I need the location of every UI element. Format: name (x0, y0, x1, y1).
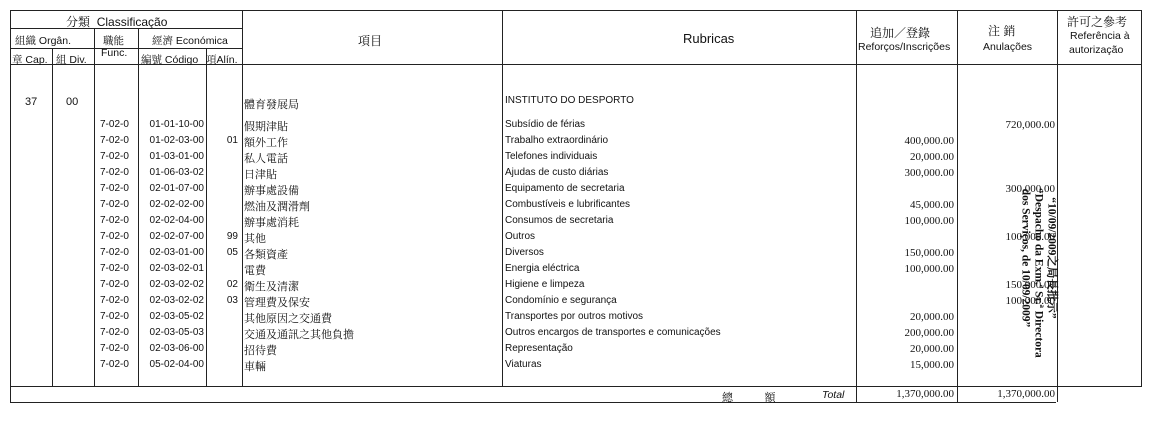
table-row (0, 261, 1150, 277)
anulacoes-value: 720,000.00 (1005, 119, 1055, 131)
econ-code: 01-03-01-00 (149, 151, 204, 162)
table-row (0, 309, 1150, 325)
item-zh: 其他 (244, 232, 266, 245)
organ-div: 00 (66, 96, 79, 108)
ref-pt-label-2: autorização (1069, 44, 1124, 56)
func-code: 7-02-0 (100, 343, 129, 354)
func-code: 7-02-0 (100, 327, 129, 338)
organ-name-zh: 體育發展局 (244, 98, 299, 111)
table-row (0, 229, 1150, 245)
table-row (0, 117, 1150, 133)
item-zh: 管理費及保安 (244, 296, 310, 309)
anulacoes-value: 150,000.00 (1005, 279, 1055, 291)
item-pt: Energia eléctrica (505, 263, 580, 274)
func-code: 7-02-0 (100, 183, 129, 194)
item-zh: 額外工作 (244, 136, 288, 149)
reforcos-value: 100,000.00 (904, 215, 954, 227)
organica-label: 組織 Orgân. (15, 35, 72, 47)
table-row (0, 293, 1150, 309)
reforcos-value: 15,000.00 (910, 359, 954, 371)
econ-code: 05-02-04-00 (149, 359, 204, 370)
div-label: 組 Div. (56, 54, 87, 66)
reforcos-value: 20,000.00 (910, 311, 954, 323)
reforcos-value: 45,000.00 (910, 199, 954, 211)
econ-code: 01-02-03-00 (149, 135, 204, 146)
table-row (0, 197, 1150, 213)
economica-label: 經濟 Económica (152, 35, 228, 47)
func-code: 7-02-0 (100, 359, 129, 370)
table-row (0, 165, 1150, 181)
econ-code: 02-03-02-02 (149, 295, 204, 306)
rubricas-label: Rubricas (683, 31, 735, 46)
func-code: 7-02-0 (100, 311, 129, 322)
econ-code: 02-02-02-00 (149, 199, 204, 210)
item-zh: 招待費 (244, 344, 277, 357)
item-zh: 辦事處消耗 (244, 216, 299, 229)
func-code: 7-02-0 (100, 151, 129, 162)
item-pt: Condomínio e segurança (505, 295, 617, 306)
table-row (0, 149, 1150, 165)
item-zh: 衛生及清潔 (244, 280, 299, 293)
econ-code: 02-03-01-00 (149, 247, 204, 258)
alinea-label: 項Alín. (206, 54, 238, 66)
alinea: 05 (226, 247, 238, 258)
funcional-zh-label: 職能 (103, 35, 124, 47)
econ-code: 01-01-10-00 (149, 119, 204, 130)
item-pt: Outros encargos de transportes e comunicações (505, 327, 721, 338)
item-pt: Telefones individuais (505, 151, 598, 162)
item-pt: Representação (505, 343, 573, 354)
authorization-line-2: “Despacho da Exm.ª Sr.ª Directora (1032, 188, 1045, 358)
total-label-pt: Total (822, 389, 845, 401)
authorization-reference (1019, 188, 1058, 358)
alinea: 99 (226, 231, 238, 242)
func-code: 7-02-0 (100, 215, 129, 226)
econ-code: 02-03-05-03 (149, 327, 204, 338)
reforcos-value: 300,000.00 (904, 167, 954, 179)
item-zh: 私人電話 (244, 152, 288, 165)
reforcos-value: 200,000.00 (904, 327, 954, 339)
reforcos-pt-label: Reforços/Inscrições (858, 41, 951, 53)
reforcos-value: 400,000.00 (904, 135, 954, 147)
func-code: 7-02-0 (100, 199, 129, 210)
ref-pt-label-1: Referência à (1070, 30, 1130, 42)
anulacoes-zh-label: 注 銷 (988, 24, 1016, 38)
funcional-pt-label: Func. (101, 47, 128, 59)
anulacoes-pt-label: Anulações (983, 41, 1033, 53)
item-pt: Viaturas (505, 359, 542, 370)
econ-code: 02-03-05-02 (149, 311, 204, 322)
anulacoes-value: 100,000.00 (1005, 231, 1055, 243)
table-row (0, 357, 1150, 373)
func-code: 7-02-0 (100, 247, 129, 258)
total-anulacoes: 1,370,000.00 (997, 388, 1055, 400)
func-code: 7-02-0 (100, 119, 129, 130)
total-label-zh: 總 額 (722, 391, 790, 404)
reforcos-value: 20,000.00 (910, 151, 954, 163)
total-reforcos: 1,370,000.00 (896, 388, 954, 400)
func-code: 7-02-0 (100, 263, 129, 274)
table-row (0, 325, 1150, 341)
anulacoes-value: 300,000.00 (1005, 183, 1055, 195)
reforcos-value: 20,000.00 (910, 343, 954, 355)
table-row (0, 341, 1150, 357)
item-pt: Diversos (505, 247, 544, 258)
item-zh: 辦事處設備 (244, 184, 299, 197)
econ-code: 02-03-02-02 (149, 279, 204, 290)
item-pt: Ajudas de custo diárias (505, 167, 609, 178)
organ-name-pt: INSTITUTO DO DESPORTO (505, 95, 634, 106)
reforcos-value: 100,000.00 (904, 263, 954, 275)
econ-code: 02-03-06-00 (149, 343, 204, 354)
alinea: 01 (226, 135, 238, 146)
items-zh-label: 項目 (358, 34, 383, 48)
econ-code: 02-02-07-00 (149, 231, 204, 242)
table-row (0, 181, 1150, 197)
item-zh: 電費 (244, 264, 266, 277)
item-zh: 車輛 (244, 360, 266, 373)
func-code: 7-02-0 (100, 279, 129, 290)
item-pt: Transportes por outros motivos (505, 311, 644, 322)
item-pt: Equipamento de secretaria (505, 183, 625, 194)
authorization-line-3: dos Serviços, de 10/09/2009” (1019, 188, 1032, 328)
item-pt: Outros (505, 231, 536, 242)
item-pt: Trabalho extraordinário (505, 135, 609, 146)
econ-code: 01-06-03-02 (149, 167, 204, 178)
alinea: 02 (226, 279, 238, 290)
item-zh: 各類資產 (244, 248, 288, 261)
econ-code: 02-03-02-01 (149, 263, 204, 274)
item-zh: 其他原因之交通費 (244, 312, 332, 325)
item-pt: Subsídio de férias (505, 119, 586, 130)
ref-zh-label: 許可之參考 (1067, 15, 1128, 29)
table-row (0, 133, 1150, 149)
item-pt: Higiene e limpeza (505, 279, 585, 290)
item-zh: 交通及通訊之其他負擔 (244, 328, 354, 341)
func-code: 7-02-0 (100, 295, 129, 306)
classificacao-label: 分類 Classificação (66, 15, 168, 29)
table-row (0, 245, 1150, 261)
anulacoes-value: 100,000.00 (1005, 295, 1055, 307)
econ-code: 02-01-07-00 (149, 183, 204, 194)
econ-code: 02-02-04-00 (149, 215, 204, 226)
cap-label: 章 Cap. (12, 54, 48, 66)
alinea: 03 (226, 295, 238, 306)
func-code: 7-02-0 (100, 231, 129, 242)
table-row (0, 213, 1150, 229)
item-pt: Combustíveis e lubrificantes (505, 199, 631, 210)
authorization-line-1: “10/09/2009之局長批示” (1045, 197, 1058, 319)
item-zh: 燃油及潤滑劑 (244, 200, 310, 213)
item-zh: 日津貼 (244, 168, 277, 181)
func-code: 7-02-0 (100, 135, 129, 146)
func-code: 7-02-0 (100, 167, 129, 178)
table-row (0, 277, 1150, 293)
organ-cap: 37 (25, 96, 38, 108)
reforcos-zh-label: 追加／登錄 (870, 26, 931, 40)
item-zh: 假期津貼 (244, 120, 288, 133)
codigo-label: 編號 Código (141, 54, 199, 66)
reforcos-value: 150,000.00 (904, 247, 954, 259)
item-pt: Consumos de secretaria (505, 215, 614, 226)
